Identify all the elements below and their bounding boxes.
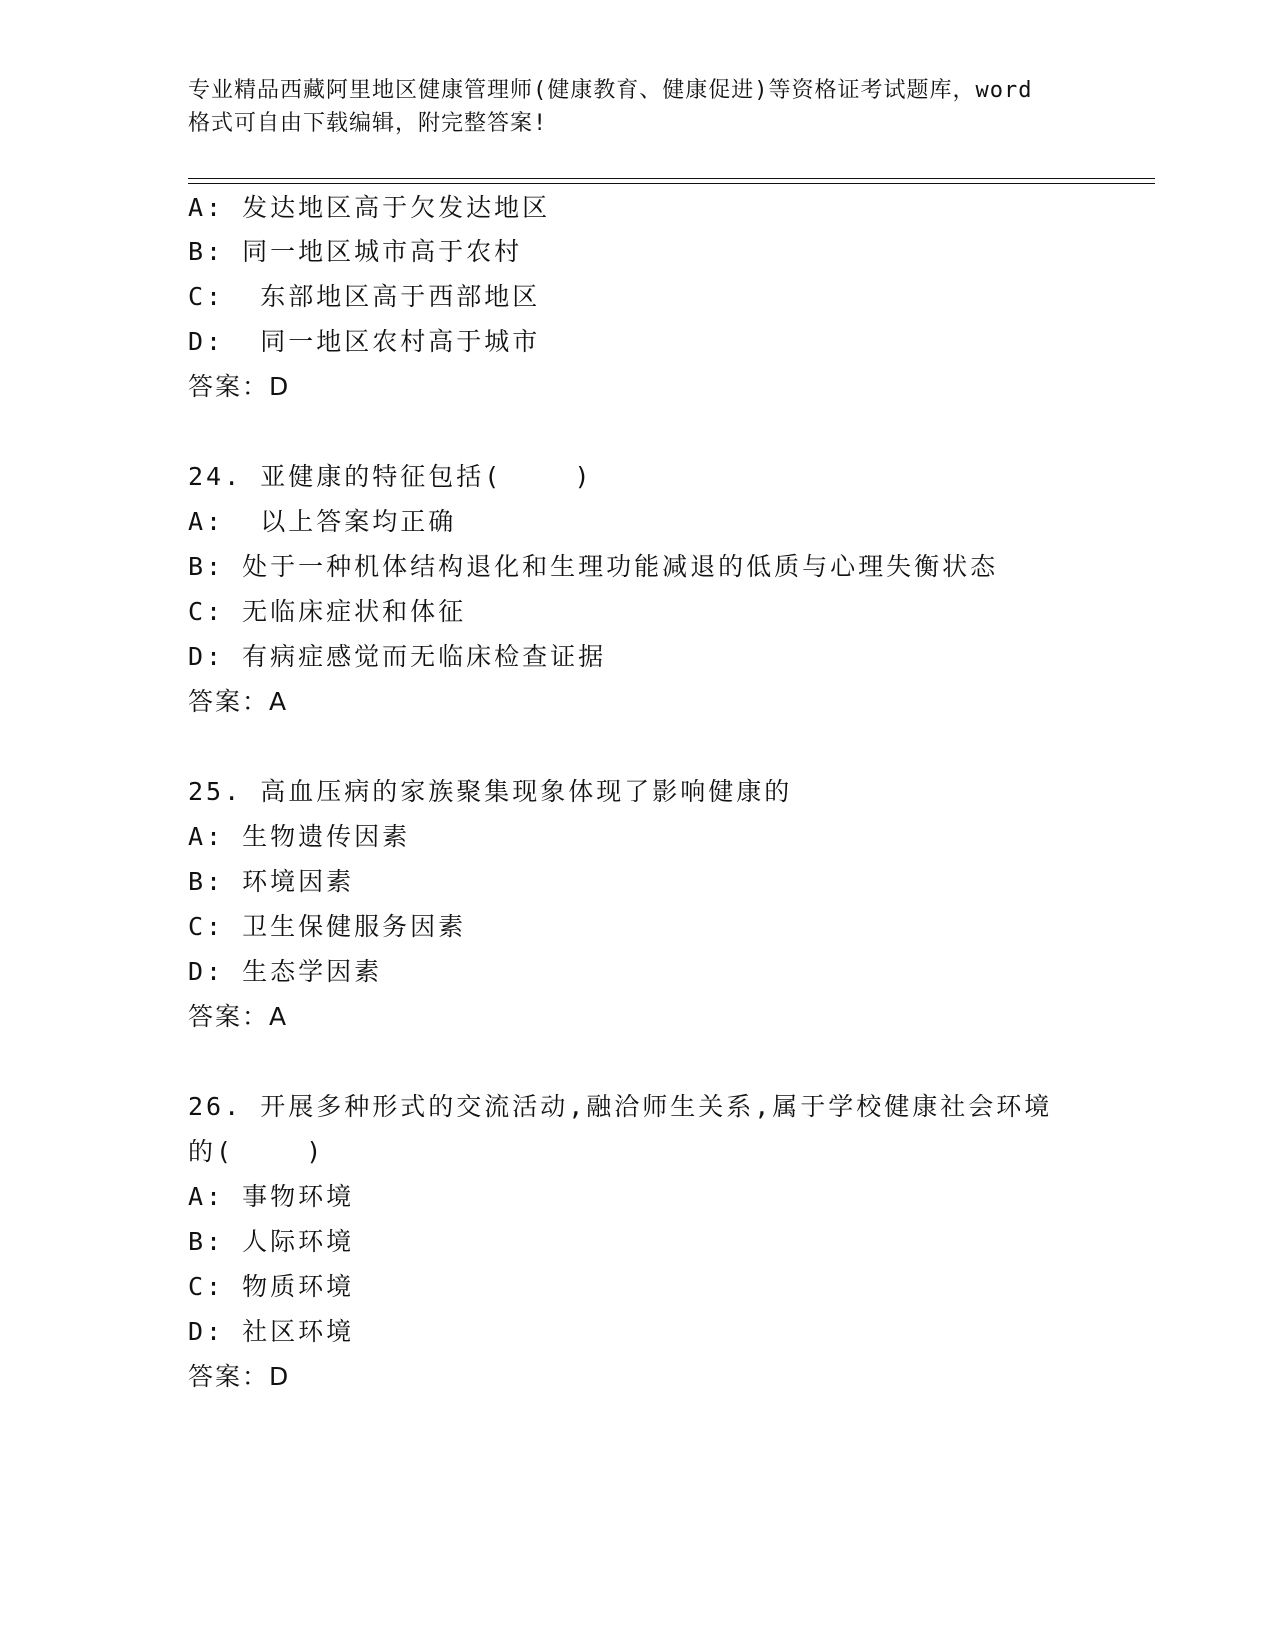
q25-option-b: B: 环境因素 <box>188 867 355 896</box>
q23-option-a: A: 发达地区高于欠发达地区 <box>188 193 551 222</box>
q23-option-d: D: 同一地区农村高于城市 <box>188 327 541 356</box>
q24-option-d: D: 有病症感觉而无临床检查证据 <box>188 642 607 671</box>
document-header <box>188 74 1088 140</box>
q25-option-d: D: 生态学因素 <box>188 957 383 986</box>
q26-option-d: D: 社区环境 <box>188 1317 355 1346</box>
q24-option-a: A: 以上答案均正确 <box>188 507 457 536</box>
q26-option-c: C: 物质环境 <box>188 1272 355 1301</box>
header-divider-top <box>188 178 1155 179</box>
q26-stem-line-2: 的( ) <box>188 1137 325 1166</box>
q23-option-c: C: 东部地区高于西部地区 <box>188 282 541 311</box>
q26-option-b: B: 人际环境 <box>188 1227 355 1256</box>
q24-option-b: B: 处于一种机体结构退化和生理功能减退的低质与心理失衡状态 <box>188 552 999 581</box>
q25-option-c: C: 卫生保健服务因素 <box>188 912 467 941</box>
q25-answer: 答案：A <box>188 1002 289 1031</box>
q24-option-c: C: 无临床症状和体征 <box>188 597 467 626</box>
q25-stem: 25. 高血压病的家族聚集现象体现了影响健康的 <box>188 777 793 806</box>
q26-option-a: A: 事物环境 <box>188 1182 355 1211</box>
header-line-2: 格式可自由下载编辑，附完整答案! <box>188 111 548 136</box>
header-divider-bottom <box>188 183 1155 184</box>
q26-stem-line-1: 26. 开展多种形式的交流活动,融洽师生关系,属于学校健康社会环境 <box>188 1092 1053 1121</box>
q25-option-a: A: 生物遗传因素 <box>188 822 411 851</box>
q23-option-b: B: 同一地区城市高于农村 <box>188 237 523 266</box>
q24-stem: 24. 亚健康的特征包括( ) <box>188 462 593 491</box>
q26-answer: 答案：D <box>188 1362 291 1391</box>
q24-answer: 答案：A <box>188 687 289 716</box>
q23-answer: 答案：D <box>188 372 291 401</box>
header-line-1: 专业精品西藏阿里地区健康管理师(健康教育、健康促进)等资格证考试题库，word <box>188 78 1033 103</box>
